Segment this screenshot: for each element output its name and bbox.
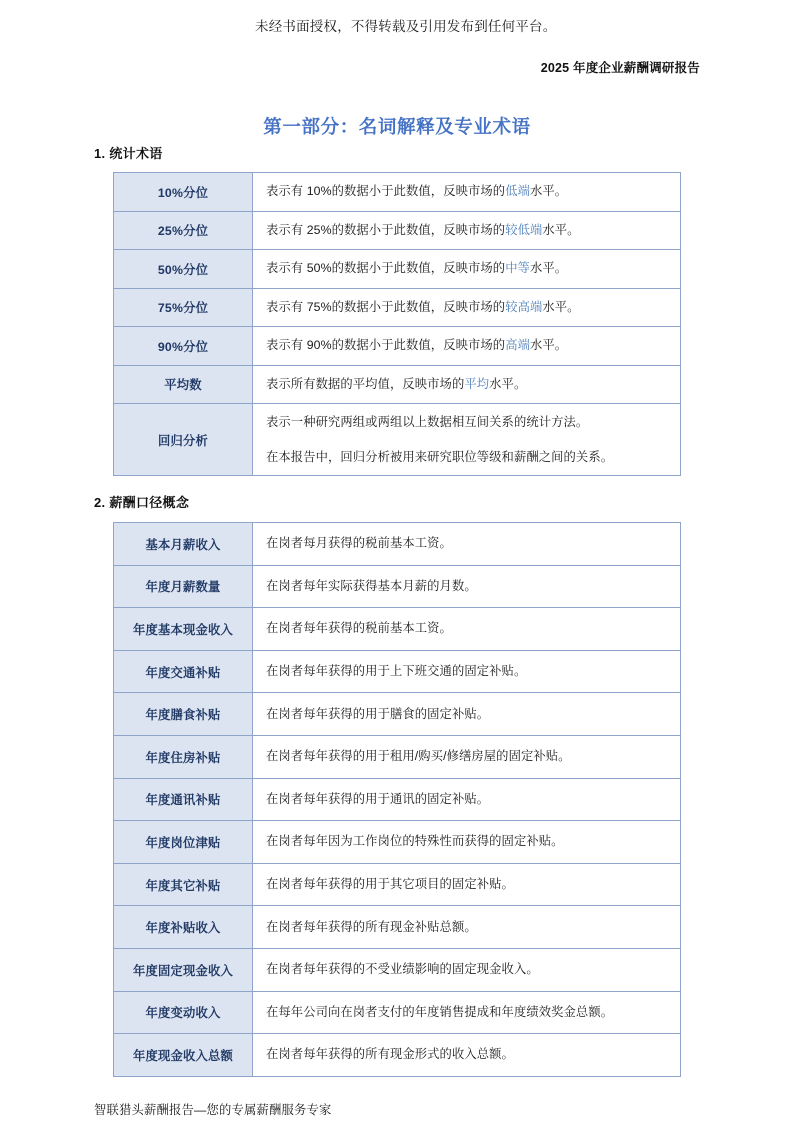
term-description-cell: 在岗者每年获得的所有现金补贴总额。: [253, 906, 681, 949]
salary-scope-table: [113, 522, 681, 1077]
table-row: [114, 404, 681, 476]
term-description-highlight: 中等: [505, 261, 530, 276]
term-description-highlight: 低端: [505, 184, 530, 199]
term-name-cell: 年度交通补贴: [114, 650, 253, 693]
term-name-cell: 年度通讯补贴: [114, 778, 253, 821]
table-row: [114, 565, 681, 608]
term-name-cell: 年度月薪数量: [114, 565, 253, 608]
section-heading-salary-scope: 2. 薪酬口径概念: [94, 495, 190, 510]
table-row: [114, 863, 681, 906]
term-description-text: 表示有 10%的数据小于此数值，反映市场的: [266, 184, 506, 199]
term-name-cell: 回归分析: [114, 404, 253, 476]
footer-branding: 智联猎头薪酬报告—您的专属薪酬服务专家: [94, 1103, 332, 1117]
term-description-cell: 在岗者每年获得的所有现金形式的收入总额。: [253, 1034, 681, 1077]
term-name-cell: 基本月薪收入: [114, 523, 253, 566]
term-name-cell: 年度基本现金收入: [114, 608, 253, 651]
term-description-cell: 在岗者每月获得的税前基本工资。: [253, 523, 681, 566]
term-name-cell: 年度补贴收入: [114, 906, 253, 949]
term-description-text: 表示有 50%的数据小于此数值，反映市场的: [266, 261, 506, 276]
term-name-cell: 年度变动收入: [114, 991, 253, 1034]
term-description-text: 水平。: [542, 222, 580, 237]
table-row: [114, 211, 681, 250]
term-name-cell: 年度岗位津贴: [114, 821, 253, 864]
term-description-text: 水平。: [529, 184, 568, 199]
term-name-cell: 10%分位: [114, 173, 253, 212]
table-row: [114, 250, 681, 289]
term-name-cell: 75%分位: [114, 288, 253, 327]
term-description-highlight: 较高端: [505, 299, 543, 314]
table-row: [114, 288, 681, 327]
term-name-cell: 50%分位: [114, 250, 253, 289]
table-row: [114, 735, 681, 778]
table-row: [114, 650, 681, 693]
term-description-cell: 在岗者每年获得的用于其它项目的固定补贴。: [253, 863, 681, 906]
term-description-text: 水平。: [542, 299, 580, 314]
term-name-cell: 年度住房补贴: [114, 735, 253, 778]
term-description-text: 表示有 90%的数据小于此数值，反映市场的: [266, 338, 506, 353]
term-description-cell: [253, 327, 681, 366]
term-description-cell: 在岗者每年获得的用于膳食的固定补贴。: [253, 693, 681, 736]
term-name-cell: 年度膳食补贴: [114, 693, 253, 736]
term-name-cell: 90%分位: [114, 327, 253, 366]
term-description-cell: [253, 173, 681, 212]
term-description-highlight: 平均: [464, 376, 490, 391]
term-description-cell: 在岗者每年因为工作岗位的特殊性而获得的固定补贴。: [253, 821, 681, 864]
table-row: [114, 173, 681, 212]
term-description-text: 水平。: [529, 261, 568, 276]
term-description-cell: [253, 250, 681, 289]
term-description-cell: 在岗者每年获得的用于上下班交通的固定补贴。: [253, 650, 681, 693]
report-title-header: 2025 年度企业薪酬调研报告: [540, 61, 700, 75]
term-description-highlight: 高端: [505, 338, 530, 353]
section-heading-statistical-terms: 1. 统计术语: [94, 146, 163, 161]
table-row: [114, 365, 681, 404]
term-description-text: 水平。: [529, 338, 568, 353]
term-description-cell: [253, 404, 681, 476]
table-row: [114, 693, 681, 736]
term-description-cell: 在每年公司向在岗者支付的年度销售提成和年度绩效奖金总额。: [253, 991, 681, 1034]
table-row: [114, 523, 681, 566]
table-row: [114, 327, 681, 366]
term-description-cell: 在岗者每年获得的税前基本工资。: [253, 608, 681, 651]
term-description-cell: [253, 365, 681, 404]
table-row: [114, 906, 681, 949]
term-description-cell: 在岗者每年获得的不受业绩影响的固定现金收入。: [253, 948, 681, 991]
term-name-cell: 年度现金收入总额: [114, 1034, 253, 1077]
table-row: [114, 608, 681, 651]
term-description-cell: [253, 211, 681, 250]
term-description-text: 表示所有数据的平均值，反映市场的: [266, 376, 465, 391]
term-description-text: 表示有 25%的数据小于此数值，反映市场的: [266, 222, 506, 237]
term-name-cell: 平均数: [114, 365, 253, 404]
term-description-line: 表示一种研究两组或两组以上数据相互间关系的统计方法。: [266, 414, 589, 429]
term-description-highlight: 较低端: [505, 222, 543, 237]
page-title: 第一部分：名词解释及专业术语: [263, 116, 531, 138]
table-row: [114, 778, 681, 821]
term-description-line: 在本报告中，回归分析被用来研究职位等级和薪酬之间的关系。: [266, 449, 614, 464]
term-name-cell: 年度固定现金收入: [114, 948, 253, 991]
table-row: [114, 948, 681, 991]
table-row: [114, 821, 681, 864]
term-description-cell: 在岗者每年获得的用于通讯的固定补贴。: [253, 778, 681, 821]
term-description-text: 表示有 75%的数据小于此数值，反映市场的: [266, 299, 506, 314]
term-name-cell: 25%分位: [114, 211, 253, 250]
term-name-cell: 年度其它补贴: [114, 863, 253, 906]
statistical-terms-table: [113, 172, 681, 476]
term-description-cell: [253, 288, 681, 327]
term-description-text: 水平。: [489, 376, 527, 391]
term-description-cell: 在岗者每年实际获得基本月薪的月数。: [253, 565, 681, 608]
table-row: [114, 1034, 681, 1077]
table-row: [114, 991, 681, 1034]
copyright-notice: 未经书面授权，不得转载及引用发布到任何平台。: [255, 19, 557, 34]
term-description-cell: 在岗者每年获得的用于租用/购买/修缮房屋的固定补贴。: [253, 735, 681, 778]
